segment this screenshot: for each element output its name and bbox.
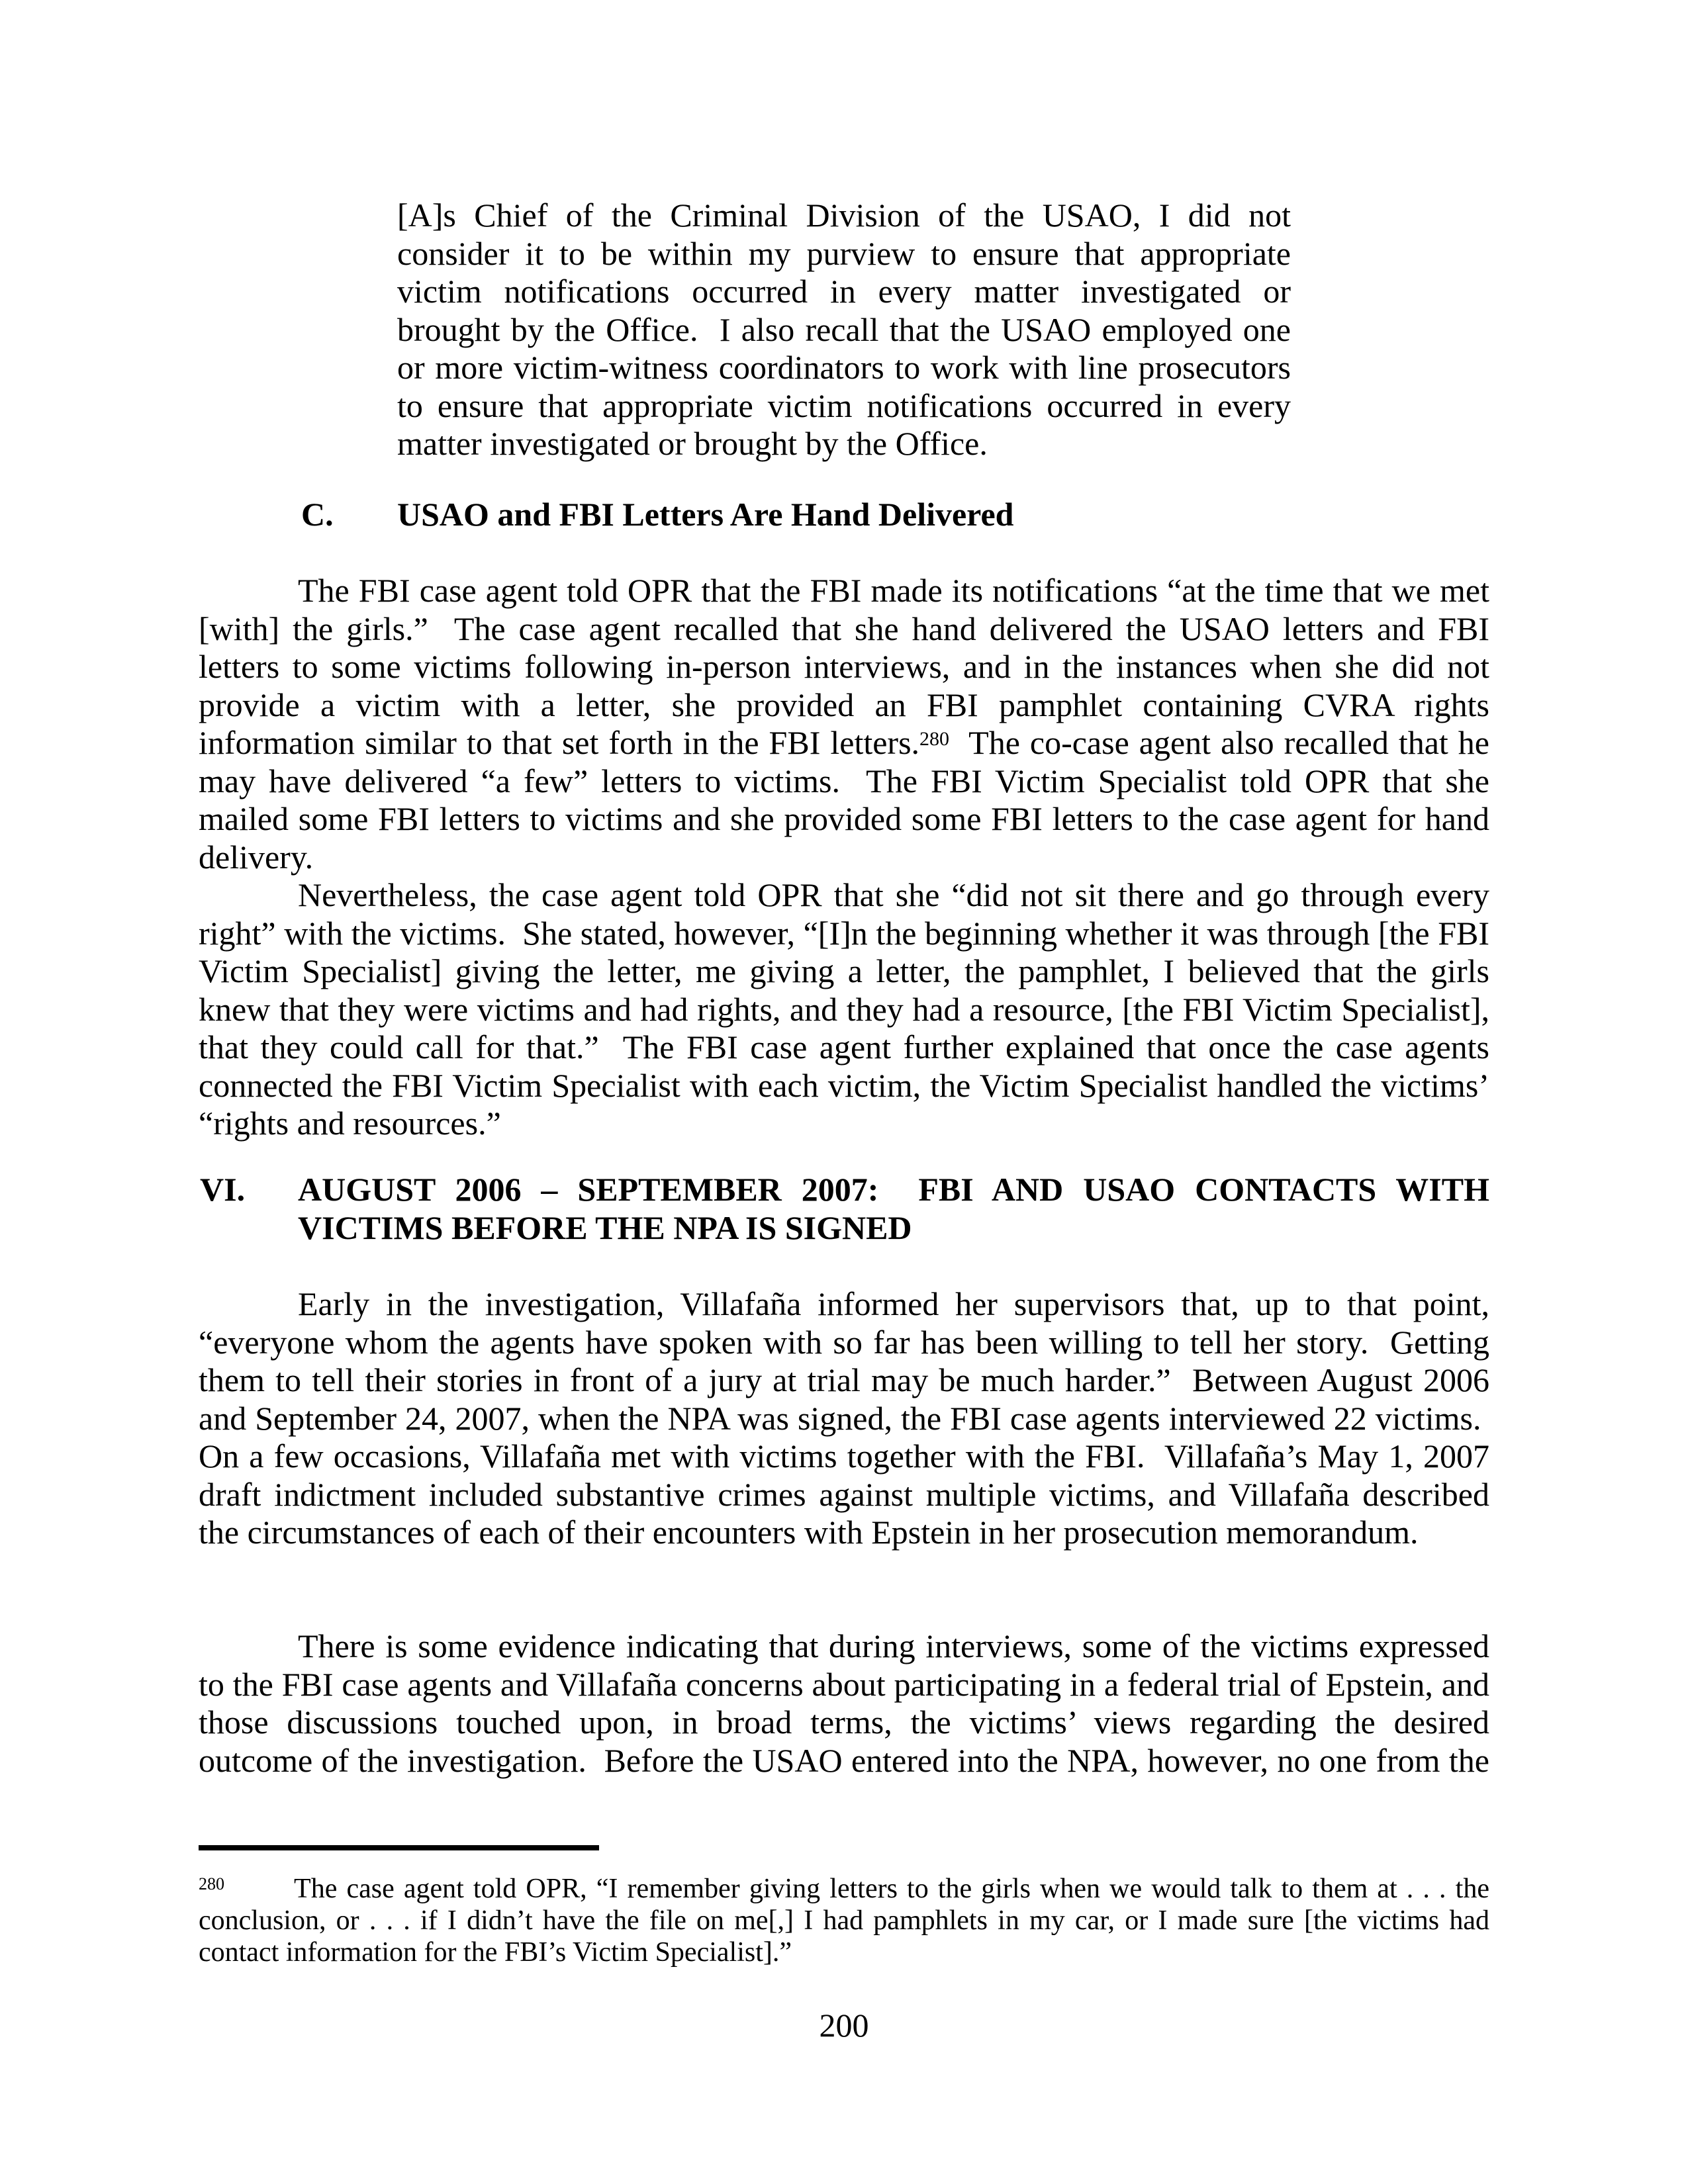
section-vi-title: AUGUST 2006 – SEPTEMBER 2007: FBI AND USAO CONTACTS WITH VICTIMS BEFORE THE NPA IS SIGNED	[298, 1171, 1489, 1246]
footnote-separator-rule	[199, 1845, 599, 1850]
section-heading-vi	[200, 1171, 1489, 1247]
page-number: 200	[819, 2007, 869, 2044]
paragraph-some-evidence: There is some evidence indicating that during interviews, some of the victims expressed to the FBI case agents and Villafaña concerns about participating in a federal trial of Epstein, and those discussions touched upon, in broad terms, the victims’ views regarding the desired outcome of the investigation. Before the USAO entered into the NPA, however, no one from the	[199, 1627, 1489, 1779]
paragraph-hand-delivery-text: The FBI case agent told OPR that the FBI made its notifications “at the time that we met [with] the girls.” The case agent recalled that she hand delivered the USAO letters and FBI letters to some victims following in-person interviews, and in the instances when she did not provide a victim with a letter, she provided an FBI pamphlet containing CVRA rights information similar to that set forth in the FBI letters.	[199, 572, 1489, 761]
section-heading-c	[301, 496, 1493, 534]
section-vi-number: VI.	[200, 1171, 246, 1208]
paragraph-hand-delivery-continued: The co-case agent also recalled that he may have delivered “a few” letters to victims. The FBI Victim Specialist told OPR that she mailed some FBI letters to victims and she provided some FBI letters to the case agent for hand delivery.	[199, 724, 1489, 876]
footnote-reference-280: 280	[919, 727, 950, 750]
footnote-280-text: The case agent told OPR, “I remember giving letters to the girls when we would talk to them at . . . the conclusion, or . . . if I didn’t have the file on me[,] I had pamphlets in my car, or I made sure [the victims had contact information for the FBI’s Victim Specialist].”	[199, 1874, 1489, 1968]
blockquote-witness-statement: [A]s Chief of the Criminal Division of the USAO, I did not consider it to be within my purview to ensure that appropriate victim notifications occurred in every matter investigated or brought by the Office. I also recall that the USAO employed one or more victim-witness coordinators to work with line prosecutors to ensure that appropriate victim notifications occurred in every matter investigated or brought by the Office.	[397, 197, 1291, 462]
paragraph-nevertheless: Nevertheless, the case agent told OPR that she “did not sit there and go through every right” with the victims. She stated, however, “[I]n the beginning whether it was through [the FBI Victim Specialist] giving the letter, me giving a letter, the pamphlet, I believed that the girls knew that they were victims and had rights, and they had a resource, [the FBI Victim Specialist], that they could call for that.” The FBI case agent further explained that once the case agents connected the FBI Victim Specialist with each victim, the Victim Specialist handled the victims’ “rights and resources.”	[199, 876, 1489, 1142]
footnote-280	[199, 1873, 1489, 1968]
section-c-title: USAO and FBI Letters Are Hand Delivered	[397, 496, 1014, 533]
paragraph-hand-delivery	[199, 572, 1489, 876]
paragraph-early-investigation: Early in the investigation, Villafaña informed her supervisors that, up to that point, “everyone whom the agents have spoken with so far has been willing to tell her story. Getting them to tell their stories in front of a jury at trial may be much harder.” Between August 2006 and September 24, 2007, when the NPA was signed, the FBI case agents interviewed 22 victims. On a few occasions, Villafaña met with victims together with the FBI. Villafaña’s May 1, 2007 draft indictment included substantive crimes against multiple victims, and Villafaña described the circumstances of each of their encounters with Epstein in her prosecution memorandum.	[199, 1285, 1489, 1551]
section-c-number: C.	[301, 496, 334, 533]
footnote-280-number: 280	[199, 1874, 225, 1894]
